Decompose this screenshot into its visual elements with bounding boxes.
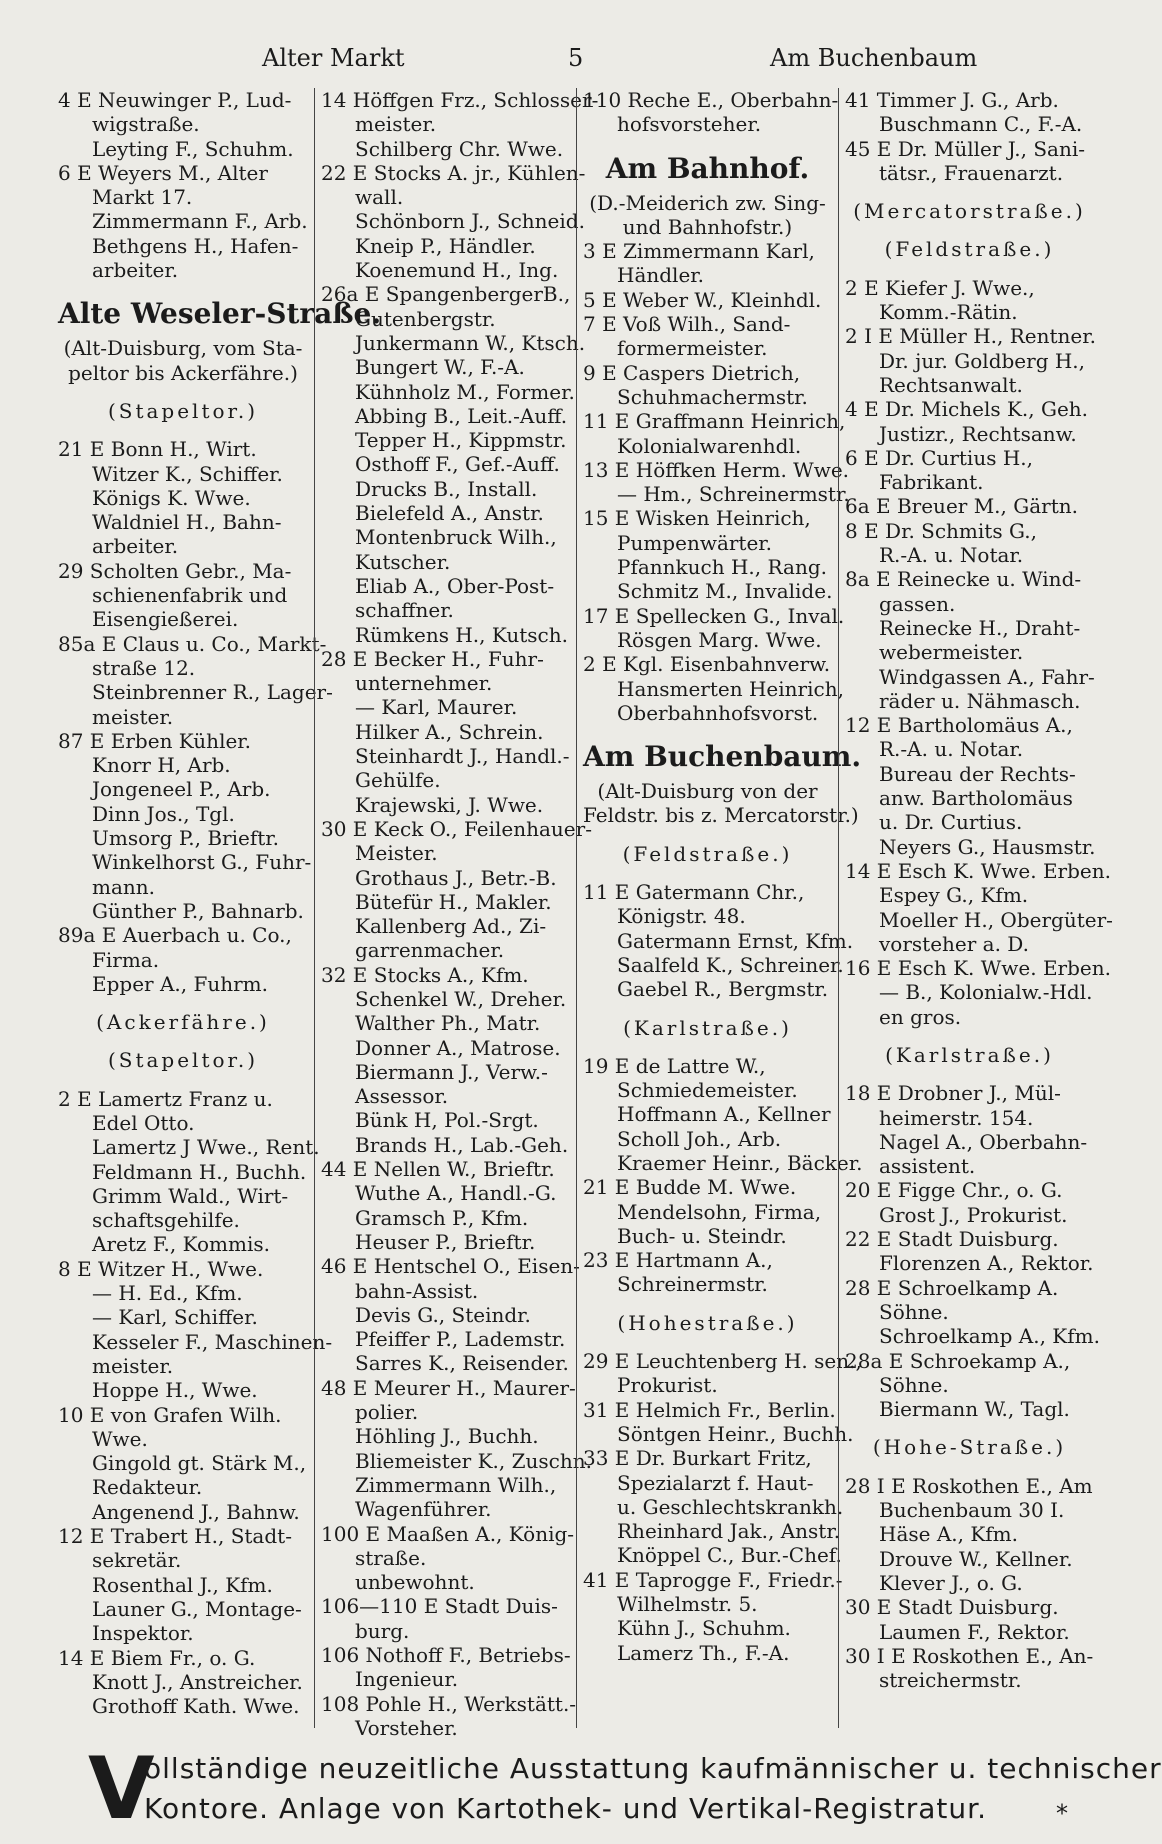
column-3 (576, 88, 863, 1728)
directory-entry: 48 E Meurer H., Maurer- (321, 1375, 576, 1400)
directory-entry: 6 E Weyers M., Alter (58, 160, 268, 185)
directory-entry: Neyers G., Hausmstr. (879, 834, 1096, 859)
directory-entry: Eisengießerei. (92, 607, 239, 632)
directory-entry: 106 Nothoff F., Betriebs- (321, 1643, 571, 1667)
directory-entry: Händler. (617, 263, 705, 288)
ad-initial: V (88, 1739, 155, 1839)
directory-entry: 89a E Auerbach u. Co., (58, 923, 292, 948)
directory-entry: 16 E Esch K. Wwe. Erben. (845, 956, 1111, 981)
directory-entry: Launer G., Montage- (92, 1596, 302, 1621)
directory-entry: 46 E Hentschel O., Eisen- (321, 1254, 580, 1279)
directory-entry: 14 E Biem Fr., o. G. (58, 1645, 256, 1670)
directory-entry: meister. (92, 704, 174, 729)
directory-entry: 22 E Stadt Duisburg. (845, 1227, 1059, 1252)
directory-entry: straße. (355, 1545, 427, 1570)
directory-entry: 4 E Neuwinger P., Lud- (58, 88, 292, 112)
directory-entry: Hilker A., Schrein. (355, 719, 544, 744)
directory-entry: Junkermann W., Ktsch. (355, 330, 586, 355)
directory-entry: Gatermann Ernst, Kfm. (617, 928, 854, 953)
directory-entry: Rösgen Marg. Wwe. (617, 627, 822, 652)
directory-entry: 11 E Gatermann Chr., (583, 880, 805, 905)
directory-entry: Bütefür H., Makler. (355, 889, 552, 914)
directory-entry: 87 E Erben Kühler. (58, 728, 252, 753)
directory-entry: Bliemeister K., Zuschn. (355, 1448, 592, 1473)
directory-entry: 28a E Schroekamp A., (845, 1348, 1071, 1373)
directory-entry: Drucks B., Install. (355, 476, 538, 501)
directory-entry: Heuser P., Brieftr. (355, 1229, 536, 1254)
directory-entry: Dr. jur. Goldberg H., (879, 348, 1086, 373)
cross-street-marker: (Ackerfähre.) (96, 1010, 270, 1035)
directory-entry: 8 E Dr. Schmits G., (845, 518, 1037, 543)
directory-entry: Mendelsohn, Firma, (617, 1199, 822, 1224)
street-description: und Bahnhofstr.) (622, 214, 793, 239)
directory-columns (52, 88, 1113, 1740)
directory-entry: Hoffmann A., Kellner (617, 1102, 831, 1127)
directory-entry: Walther Ph., Matr. (355, 1011, 541, 1036)
directory-entry: Buchenbaum 30 I. (879, 1498, 1065, 1523)
directory-entry: Umsorg P., Brieftr. (92, 826, 279, 851)
directory-entry: Schmitz M., Invalide. (617, 579, 833, 604)
directory-entry: Scholl Joh., Arb. (617, 1126, 782, 1151)
directory-entry: 18 E Drobner J., Mül- (845, 1081, 1061, 1106)
directory-entry: Bureau der Rechts- (879, 761, 1076, 786)
cross-street-marker: (Stapeltor.) (107, 1048, 259, 1073)
directory-entry: Saalfeld K., Schreiner. (617, 952, 844, 977)
directory-entry: Angenend J., Bahnw. (92, 1499, 300, 1524)
directory-entry: Gramsch P., Kfm. (355, 1205, 529, 1230)
directory-entry: Kneip P., Händler. (355, 233, 536, 258)
directory-entry: Pfeiffer P., Lademstr. (355, 1327, 566, 1352)
directory-entry: Gingold gt. Stärk M., (92, 1451, 307, 1476)
directory-entry: Edel Otto. (92, 1110, 195, 1135)
cross-street-marker: (Hohe-Straße.) (872, 1435, 1067, 1460)
directory-entry: Wuthe A., Handl.-G. (355, 1181, 557, 1206)
directory-entry: Justizr., Rechtsanw. (879, 421, 1077, 446)
directory-entry: 20 E Figge Chr., o. G. (845, 1178, 1063, 1203)
directory-entry: 28 E Schroelkamp A. (845, 1275, 1059, 1300)
directory-entry: 26a E SpangenbergerB., (321, 282, 571, 307)
directory-entry: Hansmerten Heinrich, (617, 676, 844, 701)
directory-entry: 28 E Becker H., Fuhr- (321, 646, 544, 671)
directory-entry: wigstraße. (92, 112, 200, 137)
directory-entry: 5 E Weber W., Kleinhdl. (583, 287, 822, 312)
directory-entry: Rümkens H., Kutsch. (355, 622, 568, 647)
directory-entry: polier. (355, 1400, 419, 1425)
directory-entry: R.-A. u. Notar. (879, 543, 1024, 568)
directory-entry: Hoppe H., Wwe. (92, 1378, 258, 1403)
directory-entry: schaffner. (355, 598, 454, 623)
directory-entry: 85a E Claus u. Co., Markt- (58, 631, 327, 656)
street-description: peltor bis Ackerfähre.) (68, 360, 298, 385)
directory-entry: Lamerz Th., F.-A. (617, 1640, 790, 1665)
directory-entry: Witzer K., Schiffer. (92, 461, 283, 486)
directory-entry: 6 E Dr. Curtius H., (845, 445, 1033, 470)
directory-entry: Buschmann C., F.-A. (879, 112, 1083, 137)
directory-entry: Sarres K., Reisender. (355, 1351, 569, 1376)
directory-entry: 45 E Dr. Müller J., Sani- (845, 136, 1085, 161)
directory-entry: Jongeneel P., Arb. (92, 777, 271, 802)
directory-entry: 29 E Leuchtenberg H. sen., (583, 1349, 862, 1374)
directory-entry: Komm.-Rätin. (879, 300, 1018, 325)
directory-entry: Fabrikant. (879, 470, 984, 495)
directory-entry: — H. Ed., Kfm. (92, 1281, 243, 1306)
directory-entry: Knott J., Anstreicher. (92, 1669, 303, 1694)
directory-entry: 41 Timmer J. G., Arb. (845, 88, 1059, 112)
directory-entry: R.-A. u. Notar. (879, 737, 1024, 762)
directory-entry: 29 Scholten Gebr., Ma- (58, 558, 292, 583)
directory-entry: Vorsteher. (355, 1715, 458, 1740)
directory-entry: u. Dr. Curtius. (879, 810, 1023, 835)
directory-entry: Krajewski, J. Wwe. (355, 792, 544, 817)
directory-entry: Leyting F., Schuhm. (92, 136, 294, 161)
directory-entry: 30 I E Roskothen E., An- (845, 1643, 1094, 1668)
directory-entry: Lamertz J Wwe., Rent. (92, 1135, 320, 1160)
directory-entry: Bethgens H., Hafen- (92, 233, 299, 258)
directory-entry: arbeiter. (92, 258, 179, 283)
directory-entry: wall. (355, 185, 404, 210)
directory-entry: en gros. (879, 1004, 962, 1029)
street-description: (Alt-Duisburg von der (597, 779, 818, 804)
directory-entry: 31 E Helmich Fr., Berlin. (583, 1397, 836, 1422)
directory-entry: 21 E Bonn H., Wirt. (58, 437, 257, 462)
directory-entry: Prokurist. (617, 1373, 718, 1398)
directory-entry: Rosenthal J., Kfm. (92, 1572, 273, 1597)
directory-entry: Kutscher. (355, 549, 451, 574)
header-right: Am Buchenbaum (770, 44, 978, 72)
directory-entry: Zimmermann Wilh., (355, 1472, 557, 1497)
directory-entry: Häse A., Kfm. (879, 1522, 1019, 1547)
directory-entry: Bünk H, Pol.-Srgt. (355, 1108, 539, 1133)
street-heading: Am Bahnhof. (605, 151, 810, 185)
directory-entry: Brands H., Lab.-Geh. (355, 1132, 569, 1157)
directory-entry: Buch- u. Steindr. (617, 1223, 787, 1248)
directory-entry: burg. (355, 1618, 410, 1643)
directory-entry: Abbing B., Leit.-Auff. (355, 403, 568, 428)
directory-entry: 2 I E Müller H., Rentner. (845, 324, 1096, 349)
directory-entry: Drouve W., Kellner. (879, 1546, 1073, 1571)
directory-entry: Epper A., Fuhrm. (92, 971, 268, 996)
column-4 (838, 88, 1113, 1728)
directory-entry: Zimmermann F., Arb. (92, 209, 308, 234)
cross-street-marker: (Stapeltor.) (107, 398, 259, 423)
cross-street-marker: (Feldstraße.) (884, 237, 1055, 262)
directory-entry: Schreinermstr. (617, 1272, 768, 1297)
directory-entry: Laumen F., Rektor. (879, 1619, 1070, 1644)
directory-entry: 3 E Zimmermann Karl, (583, 239, 815, 264)
directory-entry: unternehmer. (355, 671, 493, 696)
directory-entry: Wilhelmstr. 5. (617, 1592, 758, 1617)
directory-entry: 19 E de Lattre W., (583, 1053, 766, 1078)
directory-entry: meister. (355, 112, 437, 137)
directory-entry: — Karl, Maurer. (355, 695, 518, 720)
directory-entry: Schenkel W., Dreher. (355, 986, 567, 1011)
page-number: 5 (568, 44, 584, 72)
directory-entry: Königstr. 48. (617, 904, 746, 929)
directory-entry: Windgassen A., Fahr- (879, 664, 1095, 689)
directory-entry: 14 E Esch K. Wwe. Erben. (845, 858, 1111, 883)
cross-street-marker: (Hohestraße.) (617, 1310, 798, 1335)
directory-entry: Schroelkamp A., Kfm. (879, 1324, 1100, 1349)
directory-entry: Donner A., Matrose. (355, 1035, 561, 1060)
directory-entry: Knorr H, Arb. (92, 753, 231, 778)
directory-entry: 15 E Wisken Heinrich, (583, 506, 811, 531)
directory-entry: Feldmann H., Buchh. (92, 1159, 307, 1184)
directory-entry: Schilberg Chr. Wwe. (355, 136, 564, 161)
directory-entry: Grothoff Kath. Wwe. (92, 1694, 300, 1719)
street-description: (Alt-Duisburg, vom Sta- (63, 336, 303, 361)
directory-entry: Winkelhorst G., Fuhr- (92, 850, 312, 875)
directory-entry: Biermann J., Verw.- (355, 1059, 548, 1084)
directory-entry: 28 I E Roskothen E., Am (845, 1473, 1093, 1498)
directory-entry: 22 E Stocks A. jr., Kühlen- (321, 160, 586, 185)
cross-street-marker: (Mercatorstraße.) (853, 199, 1086, 224)
directory-entry: 12 E Bartholomäus A., (845, 713, 1073, 738)
directory-entry: hofsvorsteher. (617, 112, 762, 137)
directory-entry: Assessor. (355, 1084, 449, 1109)
directory-entry: 2 E Kiefer J. Wwe., (845, 275, 1035, 300)
directory-entry: schienenfabrik und (92, 583, 288, 608)
directory-entry: — B., Kolonialw.-Hdl. (879, 980, 1093, 1005)
directory-entry: unbewohnt. (355, 1570, 475, 1595)
directory-entry: assistent. (879, 1154, 976, 1179)
directory-entry: räder u. Nähmasch. (879, 688, 1081, 713)
directory-entry: 110 Reche E., Oberbahn- (583, 88, 839, 112)
street-description: Feldstr. bis z. Mercatorstr.) (583, 803, 859, 828)
directory-entry: Reinecke H., Draht- (879, 615, 1081, 640)
header-left: Alter Markt (262, 44, 405, 72)
directory-entry: anw. Bartholomäus (879, 786, 1073, 811)
directory-entry: Königs K. Wwe. (92, 485, 251, 510)
directory-entry: Meister. (355, 841, 438, 866)
directory-entry: 106—110 E Stadt Duis- (321, 1594, 558, 1619)
directory-entry: 13 E Höffken Herm. Wwe. (583, 457, 850, 482)
directory-entry: 8 E Witzer H., Wwe. (58, 1256, 264, 1281)
street-heading: Am Buchenbaum. (583, 740, 862, 774)
directory-entry: Oberbahnhofsvorst. (617, 700, 819, 725)
directory-entry: streichermstr. (879, 1668, 1022, 1693)
directory-entry: Grothaus J., Betr.-B. (355, 865, 557, 890)
ad-line-2: Kontore. Anlage von Kartothek- und Vertikal-Registratur. (144, 1792, 987, 1825)
directory-entry: Grost J., Prokurist. (879, 1202, 1068, 1227)
cross-street-marker: (Feldstraße.) (622, 841, 793, 866)
directory-entry: heimerstr. 154. (879, 1105, 1034, 1130)
directory-entry: 41 E Taprogge F., Friedr.- (583, 1567, 843, 1592)
ad-mark: ⁎ (1056, 1792, 1068, 1820)
directory-entry: Devis G., Steindr. (355, 1302, 531, 1327)
directory-entry: meister. (92, 1353, 174, 1378)
advertisement (88, 1739, 1162, 1839)
directory-entry: Pumpenwärter. (617, 530, 773, 555)
directory-entry: 11 E Graffmann Heinrich, (583, 409, 846, 434)
directory-entry: vorsteher a. D. (879, 931, 1029, 956)
directory-entry: Bielefeld A., Anstr. (355, 501, 544, 526)
directory-entry: Höhling J., Buchh. (355, 1424, 539, 1449)
directory-entry: 9 E Caspers Dietrich, (583, 360, 801, 385)
directory-entry: 33 E Dr. Burkart Fritz, (583, 1446, 812, 1471)
directory-entry: Pfannkuch H., Rang. (617, 555, 827, 580)
directory-entry: — Hm., Schreinermstr. (617, 482, 850, 507)
cross-street-marker: (Karlstraße.) (623, 1015, 792, 1040)
directory-entry: Kallenberg Ad., Zi- (355, 914, 547, 939)
street-description: (D.-Meiderich zw. Sing- (589, 190, 826, 215)
directory-entry: Inspektor. (92, 1621, 194, 1646)
directory-entry: Kühn J., Schuhm. (617, 1616, 791, 1641)
directory-entry: formermeister. (617, 336, 768, 361)
directory-entry: Kraemer Heinr., Bäcker. (617, 1150, 863, 1175)
directory-entry: Koenemund H., Ing. (355, 258, 559, 283)
directory-entry: Söntgen Heinr., Buchh. (617, 1421, 854, 1446)
directory-entry: Kühnholz M., Former. (355, 379, 575, 404)
cross-street-marker: (Karlstraße.) (885, 1042, 1054, 1067)
directory-entry: Söhne. (879, 1372, 949, 1397)
directory-entry: Klever J., o. G. (879, 1570, 1023, 1595)
directory-entry: sekretär. (92, 1548, 182, 1573)
directory-entry: Schönborn J., Schneid. (355, 209, 585, 234)
directory-entry: Waldniel H., Bahn- (92, 510, 282, 535)
directory-entry: mann. (92, 874, 156, 899)
directory-entry: Grimm Wald., Wirt- (92, 1183, 289, 1208)
directory-entry: webermeister. (879, 640, 1024, 665)
directory-entry: 10 E von Grafen Wilh. (58, 1402, 282, 1427)
directory-entry: Steinhardt J., Handl.- (355, 744, 570, 769)
directory-entry: 30 E Keck O., Feilenhauer- (321, 816, 592, 841)
directory-entry: 6a E Breuer M., Gärtn. (845, 494, 1078, 519)
directory-entry: Firma. (92, 947, 160, 972)
directory-entry: 4 E Dr. Michels K., Geh. (845, 397, 1089, 422)
directory-entry: 23 E Hartmann A., (583, 1248, 773, 1273)
directory-entry: Osthoff F., Gef.-Auff. (355, 452, 560, 477)
directory-entry: Spezialarzt f. Haut- (617, 1470, 814, 1495)
directory-entry: 100 E Maaßen A., König- (321, 1521, 575, 1546)
directory-entry: Knöppel C., Bur.-Chef. (617, 1543, 842, 1568)
directory-entry: Rechtsanwalt. (879, 372, 1023, 397)
directory-entry: Kolonialwarenhdl. (617, 433, 802, 458)
directory-entry: Schmiedemeister. (617, 1078, 798, 1103)
directory-entry: Gutenbergstr. (355, 306, 496, 331)
directory-entry: 7 E Voß Wilh., Sand- (583, 312, 791, 337)
directory-entry: Tepper H., Kippmstr. (355, 428, 567, 453)
directory-entry: 44 E Nellen W., Brieftr. (321, 1157, 555, 1182)
ad-line-1: ollständige neuzeitliche Ausstattung kaufmännischer u. technischer (144, 1752, 1162, 1785)
directory-entry: straße 12. (92, 655, 196, 680)
directory-entry: Eliab A., Ober-Post- (355, 573, 555, 598)
directory-entry: Söhne. (879, 1299, 949, 1324)
directory-entry: Rheinhard Jak., Anstr. (617, 1519, 841, 1544)
directory-entry: 2 E Kgl. Eisenbahnverw. (583, 652, 831, 677)
directory-entry: 17 E Spellecken G., Inval. (583, 603, 845, 628)
directory-entry: schaftsgehilfe. (92, 1208, 240, 1233)
directory-entry: bahn-Assist. (355, 1278, 479, 1303)
directory-entry: Markt 17. (92, 185, 193, 210)
directory-entry: arbeiter. (92, 534, 179, 559)
directory-entry: Moeller H., Obergüter- (879, 907, 1113, 932)
directory-entry: 21 E Budde M. Wwe. (583, 1175, 797, 1200)
directory-entry: 2 E Lamertz Franz u. (58, 1086, 273, 1111)
directory-entry: Dinn Jos., Tgl. (92, 801, 235, 826)
directory-entry: — Karl, Schiffer. (92, 1305, 258, 1330)
directory-entry: 108 Pohle H., Werkstätt.- (321, 1691, 577, 1716)
directory-entry: u. Geschlechtskrankh. (617, 1494, 844, 1519)
directory-entry: Biermann W., Tagl. (879, 1397, 1070, 1422)
directory-entry: 14 Höffgen Frz., Schlosser- (321, 88, 599, 112)
directory-entry: garrenmacher. (355, 938, 505, 963)
directory-entry: Steinbrenner R., Lager- (92, 680, 333, 705)
directory-entry: 30 E Stadt Duisburg. (845, 1595, 1059, 1620)
directory-entry: Redakteur. (92, 1475, 203, 1500)
directory-entry: 12 E Trabert H., Stadt- (58, 1524, 292, 1549)
directory-entry: Kesseler F., Maschinen- (92, 1329, 333, 1354)
street-heading: Alte Weseler-Straße. (58, 297, 382, 331)
directory-entry: Bungert W., F.-A. (355, 355, 525, 380)
directory-entry: Gaebel R., Bergmstr. (617, 977, 829, 1002)
directory-entry: Florenzen A., Rektor. (879, 1251, 1094, 1276)
directory-entry: Wwe. (92, 1426, 148, 1451)
directory-entry: tätsr., Frauenarzt. (879, 160, 1064, 185)
directory-entry: Schuhmachermstr. (617, 384, 808, 409)
directory-entry: gassen. (879, 591, 956, 616)
directory-entry: Nagel A., Oberbahn- (879, 1129, 1088, 1154)
directory-entry: Aretz F., Kommis. (92, 1232, 270, 1257)
directory-entry: Wagenführer. (355, 1497, 492, 1522)
page-header (0, 44, 1156, 78)
directory-entry: Montenbruck Wilh., (355, 525, 557, 550)
directory-entry: Ingenieur. (355, 1667, 459, 1692)
directory-entry: Günther P., Bahnarb. (92, 898, 304, 923)
directory-entry: Espey G., Kfm. (879, 883, 1029, 908)
directory-entry: Gehülfe. (355, 768, 441, 793)
column-2 (314, 88, 599, 1740)
directory-entry: 8a E Reinecke u. Wind- (845, 567, 1082, 592)
directory-entry: 32 E Stocks A., Kfm. (321, 962, 529, 987)
